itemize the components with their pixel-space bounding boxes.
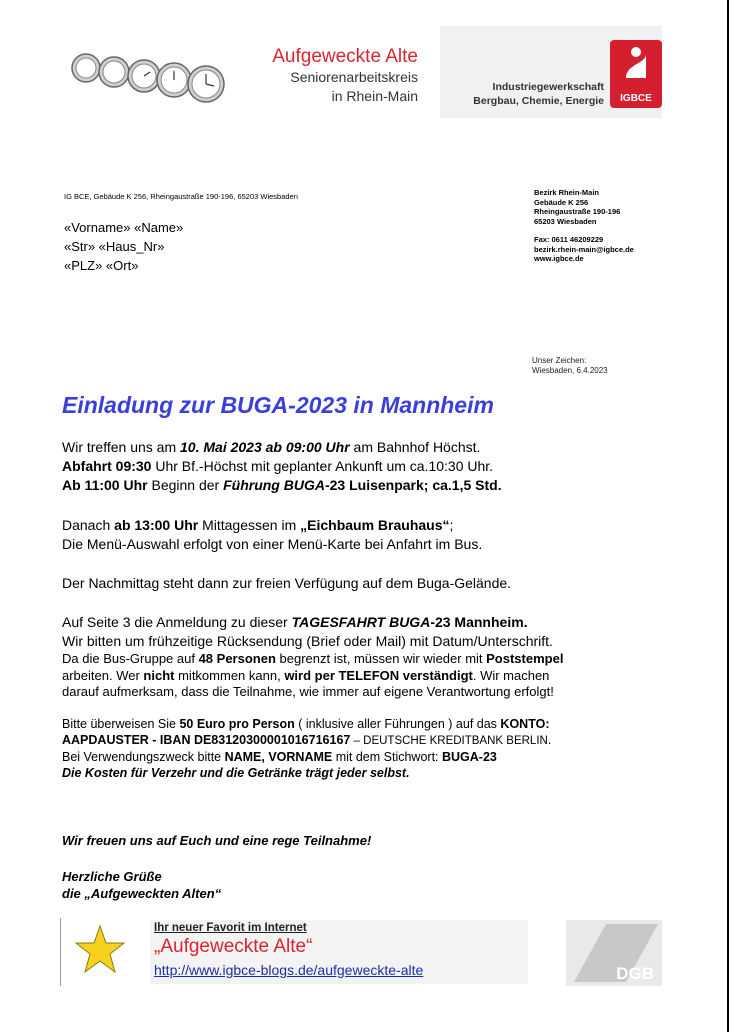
payment-line2 [62, 732, 662, 749]
alarm-clocks-image [66, 38, 230, 116]
registration-line4 [62, 668, 662, 685]
sender-line: IG BCE, Gebäude K 256, Rheingaustraße 190-196, 65203 Wiesbaden [64, 192, 298, 201]
departure-time: Abfahrt 09:30 [62, 458, 152, 474]
text: arbeiten. Wer [62, 667, 144, 683]
bezirk-line1: Bezirk Rhein-Main [534, 188, 600, 197]
group-size: 48 Personen [198, 651, 276, 666]
recipient-line3: «PLZ» «Ort» [64, 258, 139, 273]
text: ; [449, 517, 454, 533]
registration-line3 [62, 651, 662, 668]
union-name-line1: Industriegewerkschaft [492, 81, 604, 93]
text: am Bahnhof Höchst. [349, 439, 481, 455]
trip-name: TAGESFAHRT BUGA [291, 614, 431, 630]
registration-line5: darauf aufmerksam, dass die Teilnahme, wie immer auf eigene Verantwortung erfolgt! [62, 684, 554, 699]
recipient-address [64, 218, 183, 275]
account-label: KONTO: [500, 717, 550, 731]
text: mit dem Stichwort: [332, 750, 442, 764]
club-title-line3: in Rhein-Main [331, 88, 418, 104]
tour-name: Führung BUGA [223, 477, 325, 493]
lunch-line2: Die Menü-Auswahl erfolgt von einer Menü-Karte bei Anfahrt im Bus. [62, 536, 483, 552]
tour-detail: -23 Luisenpark; ca.1,5 Std. [324, 477, 502, 493]
text: mitkommen kann, [174, 667, 285, 683]
favorit-label: Ihr neuer Favorit im Internet [154, 922, 307, 934]
dgb-label: DGB [616, 964, 654, 983]
text: Bitte überweisen Sie [62, 717, 180, 731]
dgb-logo [566, 920, 662, 986]
bezirk-address [534, 188, 634, 264]
footer-brand-name: „Aufgeweckte Alte“ [154, 936, 313, 957]
club-title [270, 46, 418, 106]
text: begrenzt ist, müssen wir wieder mit [275, 651, 487, 666]
bezirk-line4: 65203 Wiesbaden [534, 216, 597, 226]
reference-label: Unser Zeichen: [532, 356, 587, 365]
closing-line: Wir freuen uns auf Euch und eine rege Teilnahme! [62, 833, 372, 848]
payment-line4: Die Kosten für Verzehr und die Getränke trägt jeder selbst. [62, 766, 410, 780]
payment-line3 [62, 749, 662, 765]
club-title-line2: Seniorenarbeitskreis [290, 69, 418, 85]
postmark: Poststempel [486, 651, 564, 666]
restaurant-name: „Eichbaum Brauhaus“ [300, 517, 450, 533]
text: ( inklusive aller Führungen ) auf das [294, 717, 501, 731]
text: Bei Verwendungszweck bitte [62, 750, 225, 764]
iban: AAPDAUSTER - IBAN DE83120300001016716167 [62, 733, 351, 747]
bezirk-line2: Gebäude K 256 [534, 197, 589, 207]
reference-block [532, 356, 608, 376]
trip-detail: -23 Mannheim. [430, 614, 528, 630]
meeting-line3 [62, 476, 662, 495]
registration-line2: Wir bitten um frühzeitige Rücksendung (Brief oder Mail) mit Datum/Unterschrift. [62, 633, 553, 649]
paragraph-lunch [62, 516, 662, 554]
text: Beginn der [147, 477, 224, 493]
text: Uhr Bf.-Höchst mit geplanter Ankunft um ca.10:30 Uhr. [151, 458, 494, 474]
price: 50 Euro pro Person [179, 717, 295, 731]
meeting-line2 [62, 457, 662, 476]
letter-title: Einladung zur BUGA-2023 in Mannheim [62, 392, 494, 418]
registration-line1 [62, 613, 662, 632]
regards-line1: Herzliche Grüße [62, 869, 162, 884]
bezirk-line3: Rheingaustraße 190-196 [534, 207, 621, 216]
page-edge-line [727, 0, 729, 1032]
paragraph-registration [62, 613, 662, 701]
text: . [547, 733, 552, 747]
tour-time: Ab 11:00 Uhr [62, 477, 148, 493]
meeting-date: 10. Mai 2023 ab 09:00 Uhr [180, 439, 350, 455]
igbce-logo-label: IGBCE [620, 93, 652, 104]
club-title-line1: Aufgeweckte Alte [272, 46, 418, 67]
paragraph-payment [62, 716, 662, 781]
star-icon [74, 924, 126, 976]
meeting-line1 [62, 438, 662, 457]
igbce-logo-icon [610, 40, 662, 92]
bank-name: – DEUTSCHE KREDITBANK BERLIN [350, 735, 548, 747]
text: Auf Seite 3 die Anmeldung zu dieser [62, 614, 292, 630]
recipient-line1: «Vorname» «Name» [64, 220, 184, 235]
text: . Wir machen [472, 667, 550, 683]
regards-line2: die „Aufgeweckten Alten“ [62, 885, 222, 901]
union-name [444, 80, 604, 108]
bezirk-web[interactable]: www.igbce.de [534, 254, 584, 263]
text-bold: nicht [143, 667, 175, 683]
reference-fields: NAME, VORNAME [224, 750, 333, 764]
text: Wir treffen uns am [62, 439, 181, 455]
union-name-line2: Bergbau, Chemie, Energie [473, 95, 604, 107]
reference-date: Wiesbaden, 6.4.2023 [532, 366, 608, 375]
paragraph-meeting [62, 438, 662, 495]
lunch-line1 [62, 516, 662, 535]
regards [62, 869, 662, 902]
text: Mittagessen im [198, 517, 301, 533]
text: Da die Bus-Gruppe auf [62, 651, 199, 666]
blog-link[interactable]: http://www.igbce-blogs.de/aufgeweckte-alte [154, 962, 424, 978]
payment-line1 [62, 716, 662, 732]
text: Danach [62, 517, 115, 533]
phone-notice: wird per TELEFON verständigt [284, 667, 473, 683]
paragraph-afternoon: Der Nachmittag steht dann zur freien Verfügung auf dem Buga-Gelände. [62, 575, 512, 591]
bezirk-fax: Fax: 0611 46209229 [534, 235, 604, 244]
recipient-line2: «Str» «Haus_Nr» [64, 239, 165, 254]
keyword: BUGA-23 [442, 750, 497, 764]
bezirk-email[interactable]: bezirk.rhein-main@igbce.de [534, 244, 634, 254]
lunch-time: ab 13:00 Uhr [114, 517, 199, 533]
igbce-logo [610, 40, 662, 108]
